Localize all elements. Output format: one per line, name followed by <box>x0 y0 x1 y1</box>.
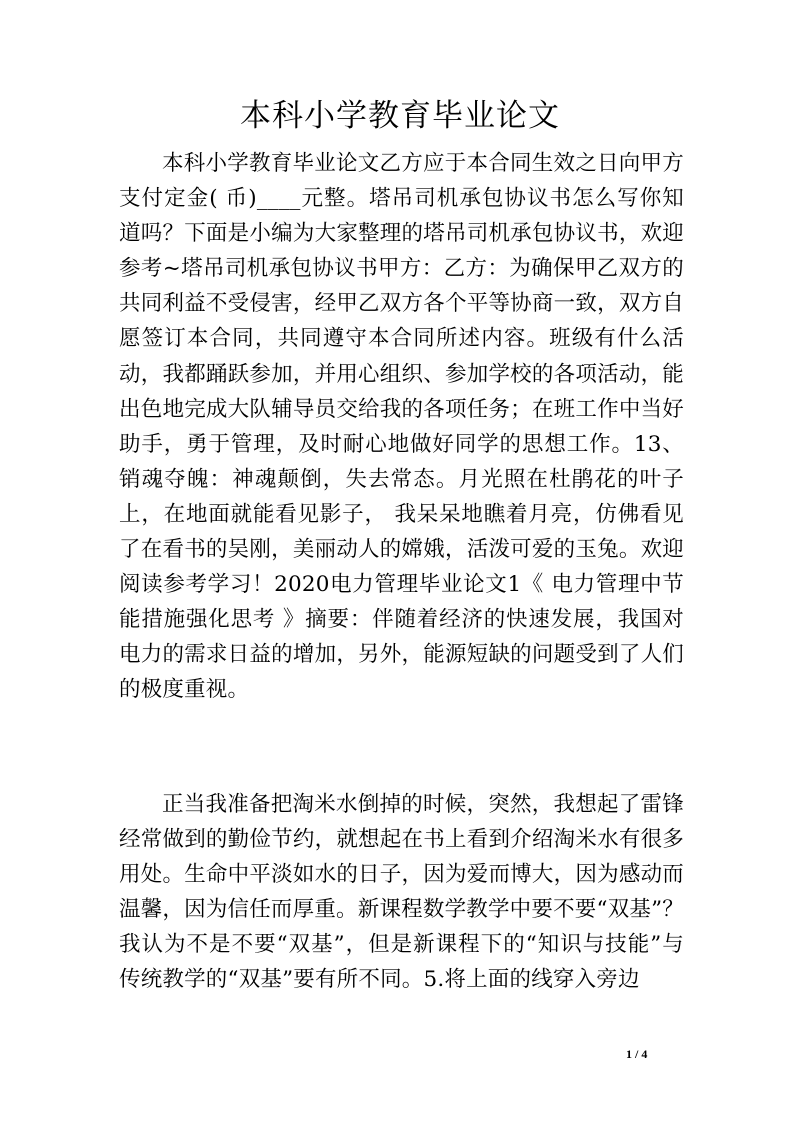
body-paragraph-2: 正当我准备把淘米水倒掉的时候，突然，我想起了雷锋经常做到的勤俭节约，就想起在书上看到介绍淘米水有很多用处。生命中平淡如水的日子，因为爱而博大，因为感动而温馨，因为信任而厚重。新课程数学教学中要不要“双基”？我认为不是不要“双基”，但是新课程下的“知识与技能”与传统教学的“双基”要有所不同。5.将上面的线穿入旁边 <box>119 792 684 993</box>
page-number: 1 / 4 <box>626 1047 648 1061</box>
body-paragraph-1: 本科小学教育毕业论文乙方应于本合同生效之日向甲方支付定金( 币)____元整。塔吊司机承包协议书怎么写你知道吗？下面是小编为大家整理的塔吊司机承包协议书，欢迎参考~塔吊司机承包协议书甲方：乙方：为确保甲乙双方的共同利益不受侵害，经甲乙双方各个平等协商一致，双方自愿签订本合同，共同遵守本合同所述内容。班级有什么活动，我都踊跃参加，并用心组织、参加学校的各项活动，能出色地完成大队辅导员交给我的各项任务；在班工作中当好助手，勇于管理，及时耐心地做好同学的思想工作。13、销魂夺魄：神魂颠倒，失去常态。月光照在杜鹃花的叶子上，在地面就能看见影子， 我呆呆地瞧着月亮，仿佛看见了在看书的吴刚，美丽动人的嫦娥，活泼可爱的玉兔。欢迎阅读参考学习！2020电力管理毕业论文1《 电力管理中节能措施强化思考 》摘要：伴随着经济的快速发展，我国对电力的需求日益的增加，另外，能源短缺的问题受到了人们的极度重视。 <box>119 151 684 703</box>
document-title: 本科小学教育毕业论文 <box>240 98 560 134</box>
